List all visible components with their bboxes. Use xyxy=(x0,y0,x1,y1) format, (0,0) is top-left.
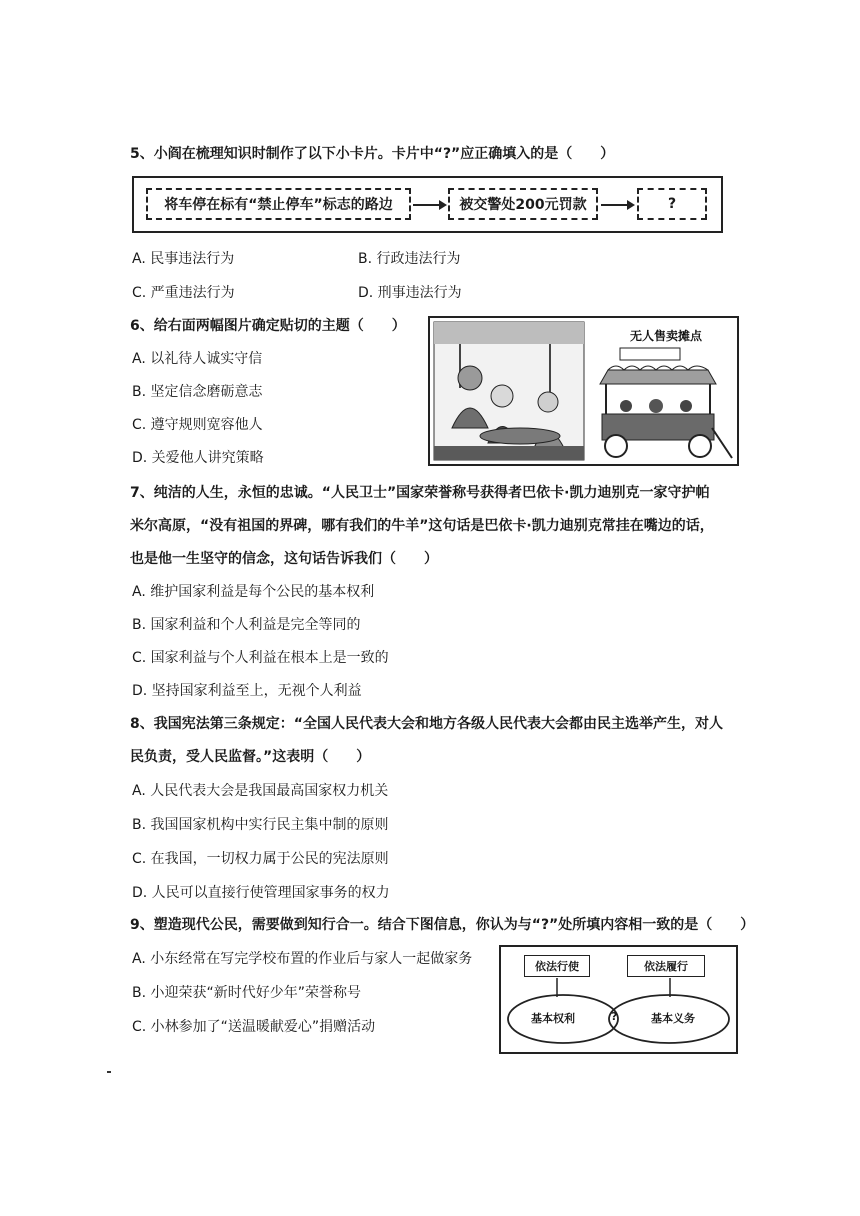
q9-stem: 9、塑造现代公民，需要做到知行合一。结合下图信息，你认为与“?”处所填内容相一致的是（ ） xyxy=(130,917,755,933)
q5-flow-card xyxy=(132,176,723,233)
q6-option-d[interactable]: D. 关爱他人讲究策略 xyxy=(132,450,264,466)
q8-option-b[interactable]: B. 我国国家机构中实行民主集中制的原则 xyxy=(132,817,389,833)
q9-option-c[interactable]: C. 小林参加了“送温暖献爱心”捐赠活动 xyxy=(132,1019,376,1035)
q9-venn-diagram xyxy=(499,945,738,1054)
q9-option-b[interactable]: B. 小迎荣获“新时代好少年”荣誉称号 xyxy=(132,985,362,1001)
q5-option-d[interactable]: D. 刑事违法行为 xyxy=(358,285,462,301)
q5-option-c[interactable]: C. 严重违法行为 xyxy=(132,285,235,301)
q8-stem-line-1: 8、我国宪法第三条规定：“全国人民代表大会和地方各级人民代表大会都由民主选举产生，对人 xyxy=(130,716,723,732)
q7-stem-line-1: 7、纯洁的人生，永恒的忠诚。“人民卫士”国家荣誉称号获得者巴依卡·凯力迪别克一家守护帕 xyxy=(130,485,710,501)
q5-stem: 5、小阎在梳理知识时制作了以下小卡片。卡片中“?”应正确填入的是（ ） xyxy=(130,146,615,162)
q8-option-a[interactable]: A. 人民代表大会是我国最高国家权力机关 xyxy=(132,783,389,799)
q5-flow-step-2: 被交警处200元罚款 xyxy=(448,188,598,220)
arrow-right-icon xyxy=(413,204,445,206)
elderly-people-illustration xyxy=(434,322,584,460)
q9-tag-fulfil: 依法履行 xyxy=(627,955,705,977)
q7-option-d[interactable]: D. 坚持国家利益至上，无视个人利益 xyxy=(132,683,362,699)
q5-option-a[interactable]: A. 民事违法行为 xyxy=(132,251,235,267)
q8-stem-line-2: 民负责，受人民监督。”这表明（ ） xyxy=(130,749,371,765)
q7-option-a[interactable]: A. 维护国家利益是每个公民的基本权利 xyxy=(132,584,375,600)
q9-basic-duties: 基本义务 xyxy=(651,1012,695,1025)
q6-illustration xyxy=(430,318,737,464)
scan-mark xyxy=(107,1071,111,1073)
unmanned-stall-illustration xyxy=(600,348,732,458)
q9-question-mark: ? xyxy=(611,1010,618,1023)
q7-option-c[interactable]: C. 国家利益与个人利益在根本上是一致的 xyxy=(132,650,389,666)
q5-option-b[interactable]: B. 行政违法行为 xyxy=(358,251,461,267)
q9-option-a[interactable]: A. 小东经常在写完学校布置的作业后与家人一起做家务 xyxy=(132,951,473,967)
q9-basic-rights: 基本权利 xyxy=(531,1012,575,1025)
arrow-right-icon xyxy=(601,204,633,206)
q6-picture-pair xyxy=(428,316,739,466)
q9-tag-exercise: 依法行使 xyxy=(524,955,590,977)
q6-stem: 6、给右面两幅图片确定贴切的主题（ ） xyxy=(130,318,406,334)
q6-option-a[interactable]: A. 以礼待人诚实守信 xyxy=(132,351,263,367)
q8-option-d[interactable]: D. 人民可以直接行使管理国家事务的权力 xyxy=(132,885,390,901)
q6-option-b[interactable]: B. 坚定信念磨砺意志 xyxy=(132,384,263,400)
q6-option-c[interactable]: C. 遵守规则宽容他人 xyxy=(132,417,263,433)
q8-option-c[interactable]: C. 在我国，一切权力属于公民的宪法原则 xyxy=(132,851,389,867)
q5-flow-step-3: ? xyxy=(637,188,707,220)
q6-picture-caption: 无人售卖摊点 xyxy=(629,329,703,343)
q5-flow-step-1: 将车停在标有“禁止停车”标志的路边 xyxy=(146,188,411,220)
q7-stem-line-2: 米尔高原，“没有祖国的界碑，哪有我们的牛羊”这句话是巴依卡·凯力迪别克常挂在嘴边的话， xyxy=(130,518,714,534)
q7-option-b[interactable]: B. 国家利益和个人利益是完全等同的 xyxy=(132,617,361,633)
q7-stem-line-3: 也是他一生坚守的信念，这句话告诉我们（ ） xyxy=(130,551,438,567)
